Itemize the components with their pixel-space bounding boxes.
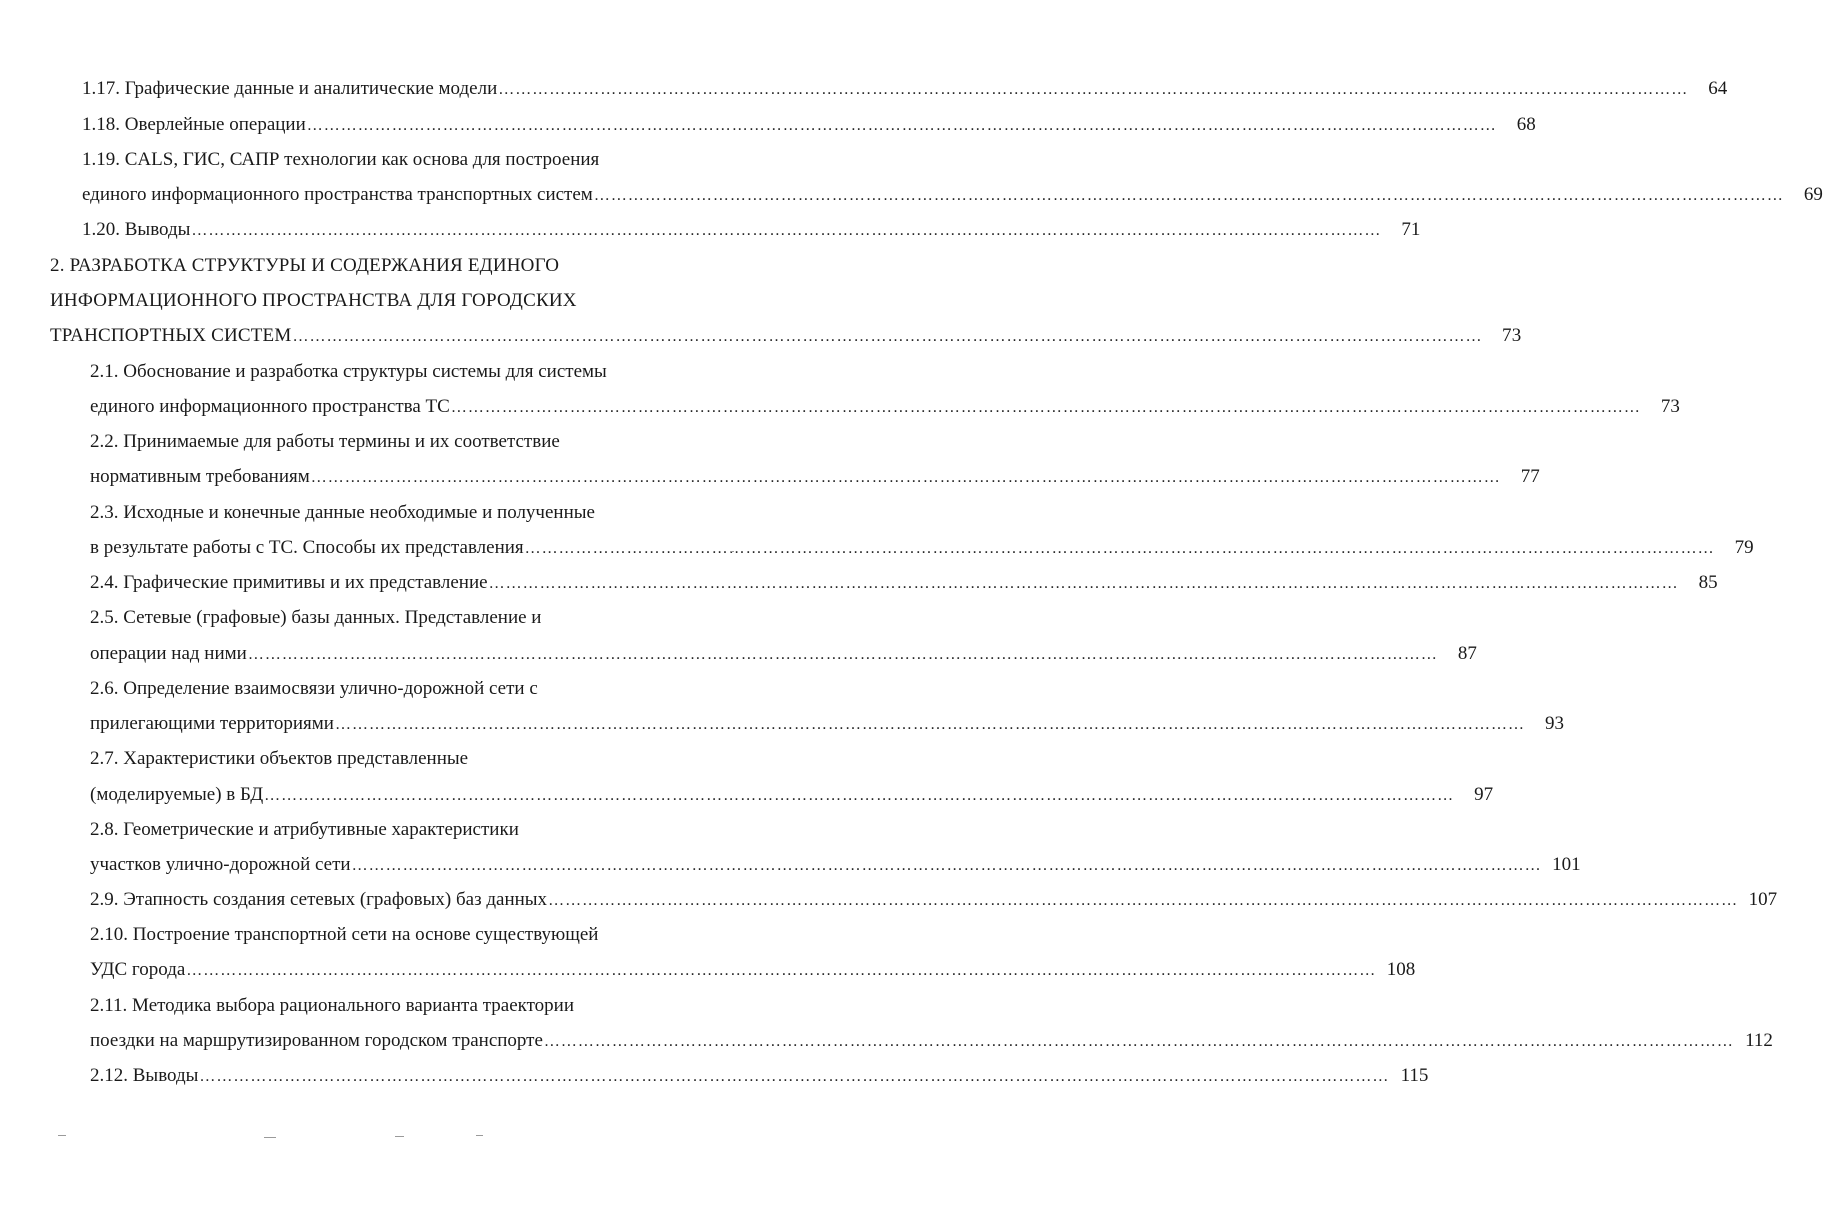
toc-entry-text: единого информационного пространства ТС: [90, 396, 450, 417]
toc-entry-text: 2.4. Графические примитивы и их представление: [90, 572, 488, 593]
dot-leader: [525, 537, 1715, 561]
toc-page-number: 108: [1386, 959, 1416, 980]
toc-entry-text: в результате работы с ТС. Способы их представления: [90, 537, 524, 558]
toc-entry-text: ТРАНСПОРТНЫХ СИСТЕМ: [50, 325, 292, 346]
toc-entry-text: нормативным требованиям: [90, 466, 310, 487]
toc-entry-2-8-line1: 2.8. Геометрические и атрибутивные характеристики: [90, 819, 519, 840]
dot-leader: [292, 325, 1482, 349]
toc-page-number: 69: [1803, 184, 1823, 205]
toc-page-number: 73: [1502, 325, 1522, 346]
toc-entry-2-10-line1: 2.10. Построение транспортной сети на основе существующей: [90, 924, 599, 945]
toc-entry-2-5: [90, 642, 1477, 667]
toc-page-number: 73: [1660, 396, 1680, 417]
toc-entry-2-7-line1: 2.7. Характеристики объектов представленные: [90, 748, 469, 769]
toc-entry-2-11: [90, 1029, 1773, 1054]
toc-page-number: 79: [1734, 537, 1754, 558]
toc-page-number: 64: [1708, 78, 1728, 99]
scan-speck: [58, 1135, 66, 1136]
toc-entry-1-20: [82, 218, 1421, 243]
toc-entry-2-6-line1: 2.6. Определение взаимосвязи улично-дорожной сети с: [90, 678, 538, 699]
toc-entry-2-10: [90, 958, 1416, 983]
toc-page-number: 107: [1748, 889, 1778, 910]
dot-leader: [594, 184, 1784, 208]
toc-entry-2-3-line1: 2.3. Исходные и конечные данные необходимые и полученные: [90, 502, 595, 523]
toc-entry-2-2: [90, 465, 1540, 490]
dot-leader: [307, 114, 1497, 138]
dot-leader: [248, 643, 1438, 667]
toc-entry-text: 1.17. Графические данные и аналитические модели: [82, 78, 498, 99]
dot-leader: [199, 1065, 1389, 1089]
chapter-2-heading-line1: 2. РАЗРАБОТКА СТРУКТУРЫ И СОДЕРЖАНИЯ ЕДИНОГО: [50, 255, 560, 276]
dot-leader: [352, 854, 1542, 878]
toc-page-number: 77: [1520, 466, 1540, 487]
toc-entry-1-19: [82, 183, 1823, 208]
toc-page-number: 85: [1698, 572, 1718, 593]
toc-entry-text: поездки на маршрутизированном городском транспорте: [90, 1030, 543, 1051]
toc-entry-2-7: [90, 783, 1494, 808]
toc-entry-2-3: [90, 536, 1754, 561]
toc-page-number: 101: [1552, 854, 1581, 875]
toc-entry-2-4: [90, 571, 1718, 596]
toc-entry-1-18: [82, 113, 1536, 138]
scan-speck: [264, 1137, 276, 1138]
toc-page-number: 112: [1745, 1030, 1773, 1051]
scan-speck: [395, 1136, 404, 1137]
dot-leader: [311, 466, 1501, 490]
toc-entry-2-12: [90, 1064, 1429, 1089]
toc-entry-text: 2.9. Этапность создания сетевых (графовых) баз данных: [90, 889, 548, 910]
toc-page-number: 68: [1516, 114, 1536, 135]
toc-entry-text: операции над ними: [90, 643, 247, 664]
toc-entry-text: участков улично-дорожной сети: [90, 854, 351, 875]
toc-entry-2-8: [90, 853, 1581, 878]
toc-entry-2-9: [90, 888, 1778, 913]
toc-entry-text: единого информационного пространства транспортных систем: [82, 184, 593, 205]
dot-leader: [548, 889, 1738, 913]
dot-leader: [335, 713, 1525, 737]
toc-entry-2-6: [90, 712, 1564, 737]
dot-leader: [264, 784, 1454, 808]
toc-entry-text: 2.12. Выводы: [90, 1065, 199, 1086]
toc-entry-1-19-line1: 1.19. CALS, ГИС, САПР технологии как основа для построения: [82, 149, 600, 170]
dot-leader: [191, 219, 1381, 243]
toc-page-number: 71: [1401, 219, 1421, 240]
scan-speck: [731, 551, 734, 552]
toc-entry-2-5-line1: 2.5. Сетевые (графовые) базы данных. Представление и: [90, 607, 542, 628]
dot-leader: [498, 78, 1688, 102]
scan-speck: [476, 1135, 483, 1136]
toc-page-number: 115: [1400, 1065, 1429, 1086]
toc-entry-1-17: [82, 77, 1728, 102]
toc-entry-text: прилегающими территориями: [90, 713, 334, 734]
dot-leader: [489, 572, 1679, 596]
toc-entry-2-11-line1: 2.11. Методика выбора рационального варианта траектории: [90, 995, 575, 1016]
dot-leader: [451, 396, 1641, 420]
toc-entry-text: УДС города: [90, 959, 186, 980]
toc-entry-2-1-line1: 2.1. Обоснование и разработка структуры системы для системы: [90, 361, 607, 382]
toc-page-number: 93: [1544, 713, 1564, 734]
dot-leader: [186, 959, 1376, 983]
toc-entry-text: 1.18. Оверлейные операции: [82, 114, 306, 135]
toc-entry-2-2-line1: 2.2. Принимаемые для работы термины и их соответствие: [90, 431, 560, 452]
toc-entry-text: 1.20. Выводы: [82, 219, 191, 240]
toc-page-number: 97: [1474, 784, 1494, 805]
toc-page-number: 87: [1457, 643, 1477, 664]
toc-chapter-2: [50, 324, 1522, 349]
toc-entry-2-1: [90, 395, 1680, 420]
chapter-2-heading-line2: ИНФОРМАЦИОННОГО ПРОСТРАНСТВА ДЛЯ ГОРОДСКИХ: [50, 290, 577, 311]
dot-leader: [544, 1030, 1734, 1054]
toc-entry-text: (моделируемые) в БД: [90, 784, 264, 805]
